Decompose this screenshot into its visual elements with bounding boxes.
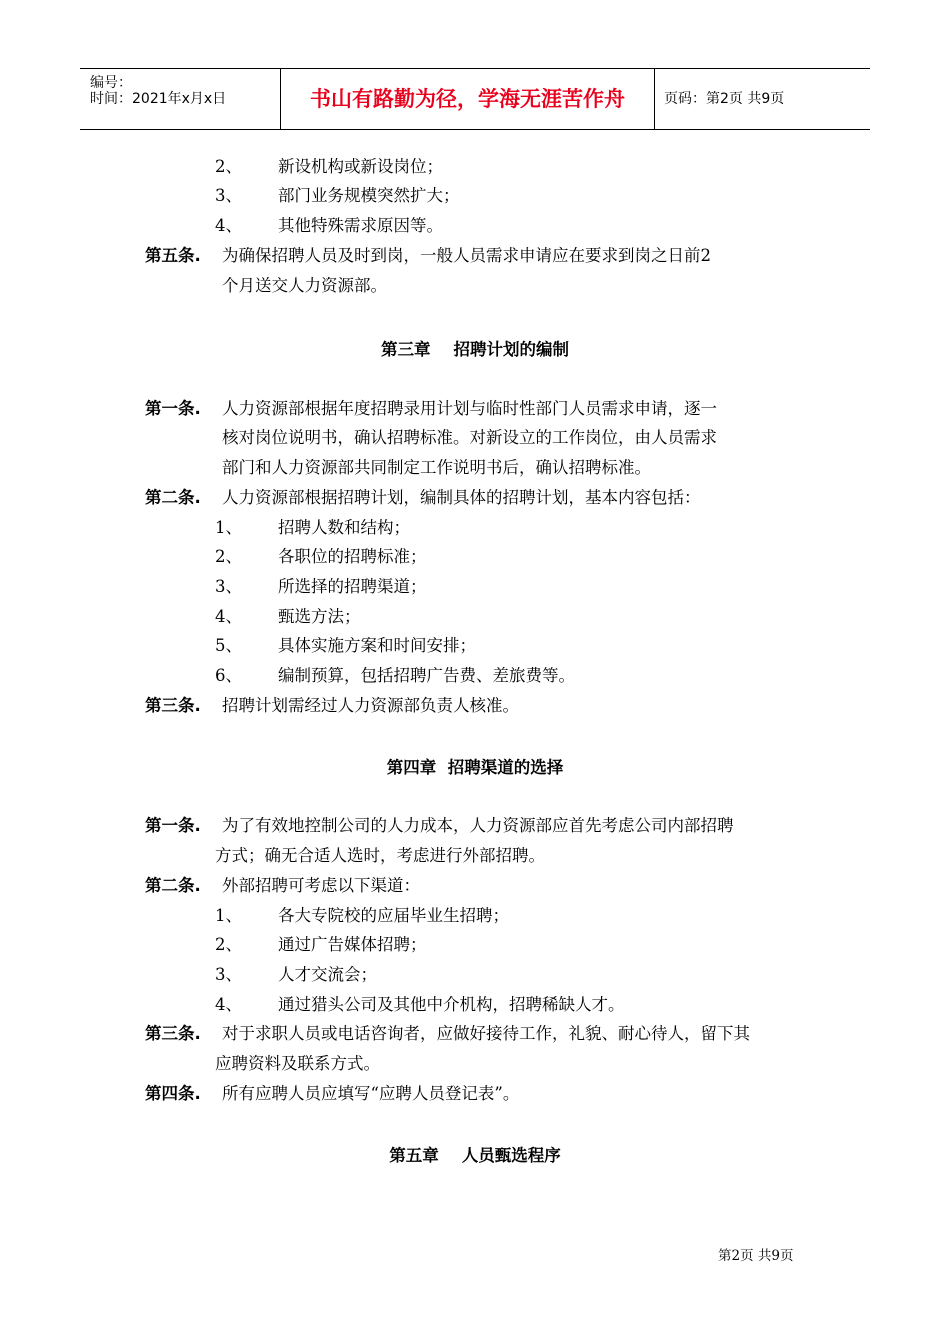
list-number: 3、 xyxy=(215,965,242,984)
article-text: 核对岗位说明书，确认招聘标准。对新设立的工作岗位，由人员需求 xyxy=(222,428,717,447)
doc-time-label: 时间：2021年x月x日 xyxy=(90,91,227,107)
article-text: 人力资源部根据年度招聘录用计划与临时性部门人员需求申请，逐一 xyxy=(222,399,717,418)
article-text: 为确保招聘人员及时到岗，一般人员需求申请应在要求到岗之日前2 xyxy=(222,246,711,265)
article-text: 人力资源部根据招聘计划，编制具体的招聘计划，基本内容包括： xyxy=(222,488,701,507)
list-text: 各职位的招聘标准； xyxy=(278,547,427,566)
list-number: 2、 xyxy=(215,157,242,176)
list-text: 甄选方法； xyxy=(278,607,361,626)
article-text: 外部招聘可考虑以下渠道： xyxy=(222,876,420,895)
list-number: 2、 xyxy=(215,935,242,954)
article-text: 方式；确无合适人选时，考虑进行外部招聘。 xyxy=(215,846,545,865)
list-number: 2、 xyxy=(215,547,242,566)
article-label: 第二条. xyxy=(145,488,201,507)
list-text: 人才交流会； xyxy=(278,965,377,984)
page-footer: 第2页 共9页 xyxy=(718,1248,794,1264)
article-label: 第五条. xyxy=(145,246,201,265)
doc-number-label: 编号： xyxy=(90,75,132,91)
article-label: 第三条. xyxy=(145,1024,201,1043)
list-text: 通过猎头公司及其他中介机构，招聘稀缺人才。 xyxy=(278,995,625,1014)
list-number: 4、 xyxy=(215,995,242,1014)
article-text: 个月送交人力资源部。 xyxy=(222,276,387,295)
list-text: 通过广告媒体招聘； xyxy=(278,935,427,954)
list-text: 具体实施方案和时间安排； xyxy=(278,636,476,655)
list-text: 各大专院校的应届毕业生招聘； xyxy=(278,906,509,925)
article-text: 所有应聘人员应填写“应聘人员登记表”。 xyxy=(222,1084,520,1103)
article-label: 第三条. xyxy=(145,696,201,715)
list-number: 6、 xyxy=(215,666,242,685)
list-text: 招聘人数和结构； xyxy=(278,518,410,537)
article-text: 应聘资料及联系方式。 xyxy=(215,1054,380,1073)
list-number: 1、 xyxy=(215,518,242,537)
list-text: 其他特殊需求原因等。 xyxy=(278,216,443,235)
article-text: 招聘计划需经过人力资源部负责人核准。 xyxy=(222,696,519,715)
article-label: 第一条. xyxy=(145,399,201,418)
chapter-heading: 第五章 人员甄选程序 xyxy=(389,1146,561,1165)
list-number: 1、 xyxy=(215,906,242,925)
list-number: 3、 xyxy=(215,186,242,205)
list-number: 4、 xyxy=(215,216,242,235)
header-motto: 书山有路勤为径，学海无涯苦作舟 xyxy=(310,87,625,111)
list-text: 所选择的招聘渠道； xyxy=(278,577,427,596)
article-label: 第四条. xyxy=(145,1084,201,1103)
article-text: 为了有效地控制公司的人力成本，人力资源部应首先考虑公司内部招聘 xyxy=(222,816,734,835)
article-label: 第一条. xyxy=(145,816,201,835)
article-text: 对于求职人员或电话咨询者，应做好接待工作，礼貌、耐心待人，留下其 xyxy=(222,1024,750,1043)
list-number: 4、 xyxy=(215,607,242,626)
article-label: 第二条. xyxy=(145,876,201,895)
list-number: 5、 xyxy=(215,636,242,655)
article-text: 部门和人力资源部共同制定工作说明书后，确认招聘标准。 xyxy=(222,458,651,477)
list-number: 3、 xyxy=(215,577,242,596)
chapter-heading: 第四章 招聘渠道的选择 xyxy=(386,758,564,777)
header-page-label: 页码：第2页 共9页 xyxy=(664,91,785,107)
list-text: 新设机构或新设岗位； xyxy=(278,157,443,176)
list-text: 编制预算，包括招聘广告费、差旅费等。 xyxy=(278,666,575,685)
chapter-heading: 第三章 招聘计划的编制 xyxy=(381,340,569,359)
list-text: 部门业务规模突然扩大； xyxy=(278,186,460,205)
